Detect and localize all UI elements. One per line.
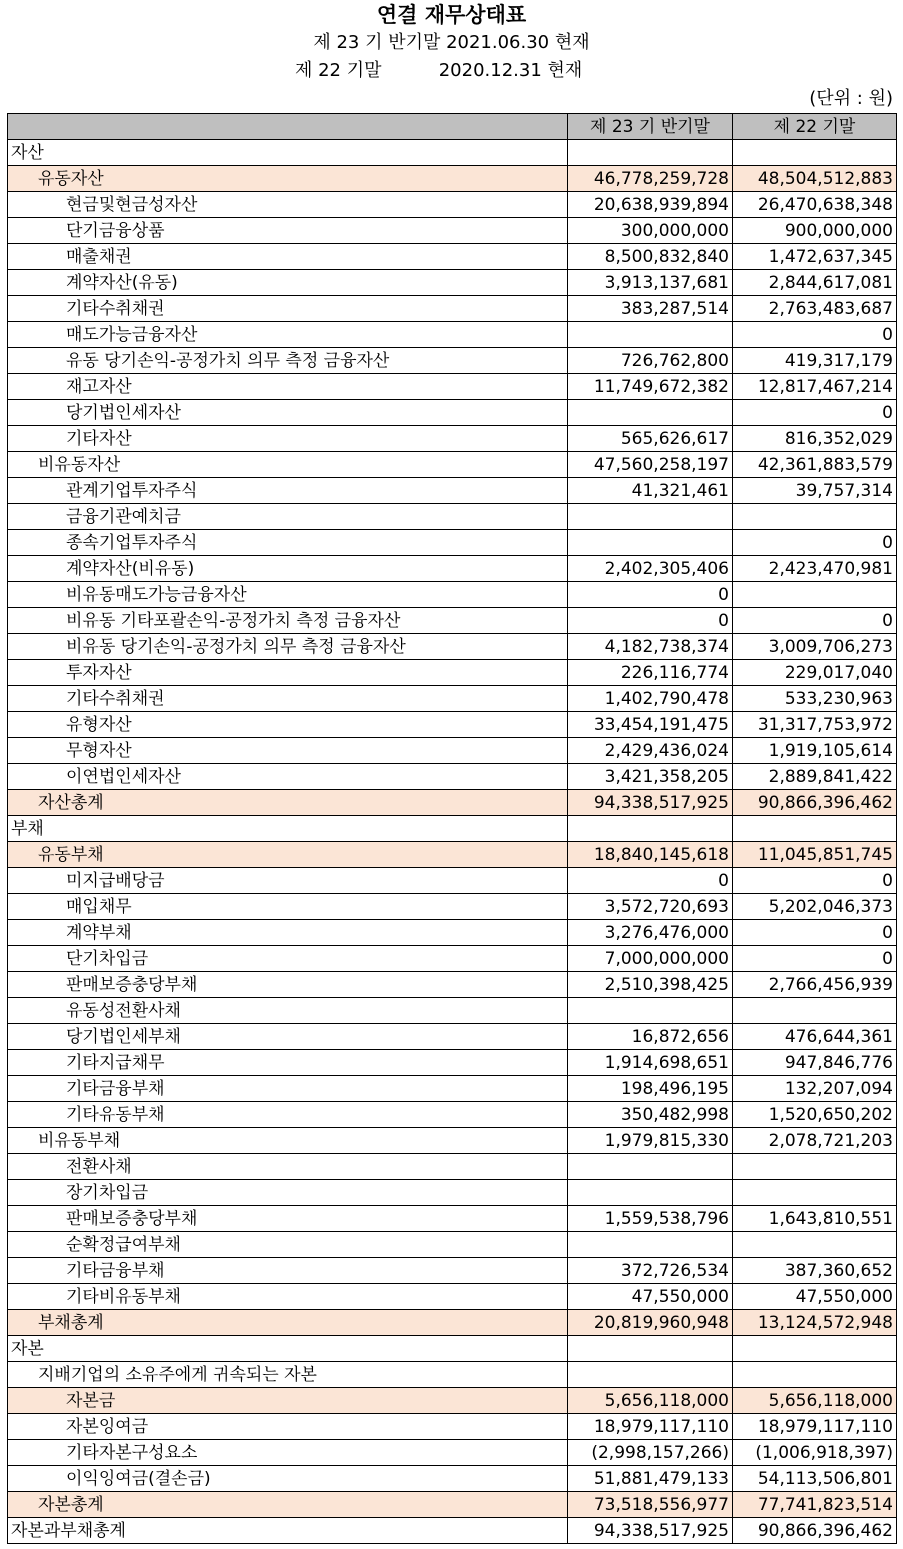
statement-title: 연결 재무상태표 [376, 3, 527, 27]
table-row [8, 608, 897, 634]
account-label: 이연법인세자산 [8, 764, 568, 790]
prior-period-value: 1,919,105,614 [733, 738, 897, 764]
prior-period-value: 0 [733, 322, 897, 348]
prior-period-value: 2,766,456,939 [733, 972, 897, 998]
account-label: 무형자산 [8, 738, 568, 764]
account-label: 기타유동부채 [8, 1102, 568, 1128]
account-label: 유형자산 [8, 712, 568, 738]
current-period-value: 1,402,790,478 [568, 686, 733, 712]
table-row [8, 166, 897, 192]
prior-period-value: 0 [733, 868, 897, 894]
current-period-value: 16,872,656 [568, 1024, 733, 1050]
prior-period-value: 5,656,118,000 [733, 1388, 897, 1414]
table-row [8, 452, 897, 478]
account-label: 종속기업투자주식 [8, 530, 568, 556]
table-row [8, 530, 897, 556]
table-row [8, 972, 897, 998]
account-label: 현금및현금성자산 [8, 192, 568, 218]
current-period-value: 94,338,517,925 [568, 1518, 733, 1544]
prior-period-value: 77,741,823,514 [733, 1492, 897, 1518]
current-period-value [568, 1180, 733, 1206]
table-row [8, 1414, 897, 1440]
account-label: 기타비유동부채 [8, 1284, 568, 1310]
prior-period-value: 3,009,706,273 [733, 634, 897, 660]
current-period-value: 8,500,832,840 [568, 244, 733, 270]
table-row [8, 400, 897, 426]
prior-period-value: 0 [733, 400, 897, 426]
table-row [8, 1206, 897, 1232]
prior-period-value: 229,017,040 [733, 660, 897, 686]
account-label: 당기법인세부채 [8, 1024, 568, 1050]
account-label: 자산 [8, 140, 568, 166]
current-period-value: 94,338,517,925 [568, 790, 733, 816]
account-label: 기타수취채권 [8, 686, 568, 712]
table-row [8, 582, 897, 608]
account-label: 기타자본구성요소 [8, 1440, 568, 1466]
prior-period-value: 26,470,638,348 [733, 192, 897, 218]
table-row [8, 504, 897, 530]
table-row [8, 218, 897, 244]
table-row [8, 894, 897, 920]
table-row [8, 946, 897, 972]
current-period-value [568, 322, 733, 348]
prior-period-value: 47,550,000 [733, 1284, 897, 1310]
prior-period-value: 54,113,506,801 [733, 1466, 897, 1492]
table-row [8, 1492, 897, 1518]
account-label: 장기차입금 [8, 1180, 568, 1206]
current-period-value: 300,000,000 [568, 218, 733, 244]
current-period-value: 0 [568, 582, 733, 608]
current-period-value [568, 400, 733, 426]
table-row [8, 738, 897, 764]
current-period-value: 372,726,534 [568, 1258, 733, 1284]
prior-period-value [733, 1336, 897, 1362]
account-label: 부채 [8, 816, 568, 842]
column-header-row [8, 114, 897, 140]
prior-period-value: 900,000,000 [733, 218, 897, 244]
prior-period-value [733, 1154, 897, 1180]
current-period-value: 1,914,698,651 [568, 1050, 733, 1076]
table-row [8, 1518, 897, 1544]
prior-period-value: (1,006,918,397) [733, 1440, 897, 1466]
current-period-value [568, 530, 733, 556]
table-row [8, 1128, 897, 1154]
prior-period-value: 533,230,963 [733, 686, 897, 712]
current-period-value: 565,626,617 [568, 426, 733, 452]
account-label: 자본금 [8, 1388, 568, 1414]
account-label: 지배기업의 소유주에게 귀속되는 자본 [8, 1362, 568, 1388]
prior-period-value: 39,757,314 [733, 478, 897, 504]
current-period-value: 198,496,195 [568, 1076, 733, 1102]
prior-period-value: 31,317,753,972 [733, 712, 897, 738]
prior-period-value: 0 [733, 530, 897, 556]
account-label: 금융기관예치금 [8, 504, 568, 530]
account-label: 유동 당기손익-공정가치 의무 측정 금융자산 [8, 348, 568, 374]
account-label: 기타자산 [8, 426, 568, 452]
account-label: 기타지급채무 [8, 1050, 568, 1076]
table-row [8, 270, 897, 296]
prior-period-value: 419,317,179 [733, 348, 897, 374]
current-period-value: 3,913,137,681 [568, 270, 733, 296]
account-label: 유동성전환사채 [8, 998, 568, 1024]
column-header-prior: 제 22 기말 [733, 114, 897, 140]
current-period-value: 41,321,461 [568, 478, 733, 504]
account-label: 전환사채 [8, 1154, 568, 1180]
period-prior-line: 제 22 기말 2020.12.31 현재 [295, 60, 583, 81]
current-period-value: 1,979,815,330 [568, 1128, 733, 1154]
table-row [8, 920, 897, 946]
prior-period-value [733, 1362, 897, 1388]
prior-period-value: 48,504,512,883 [733, 166, 897, 192]
prior-period-value: 11,045,851,745 [733, 842, 897, 868]
prior-period-value: 132,207,094 [733, 1076, 897, 1102]
table-row [8, 1440, 897, 1466]
prior-period-value: 2,423,470,981 [733, 556, 897, 582]
current-period-value: 11,749,672,382 [568, 374, 733, 400]
table-row [8, 1024, 897, 1050]
prior-period-value: 1,472,637,345 [733, 244, 897, 270]
current-period-value [568, 504, 733, 530]
account-label: 매입채무 [8, 894, 568, 920]
table-row [8, 868, 897, 894]
table-row [8, 1102, 897, 1128]
current-period-value: 3,421,358,205 [568, 764, 733, 790]
table-row [8, 1310, 897, 1336]
account-label: 자본잉여금 [8, 1414, 568, 1440]
table-row [8, 374, 897, 400]
prior-period-value: 387,360,652 [733, 1258, 897, 1284]
table-row [8, 660, 897, 686]
account-label: 매도가능금융자산 [8, 322, 568, 348]
account-label: 판매보증충당부채 [8, 1206, 568, 1232]
account-label: 판매보증충당부채 [8, 972, 568, 998]
column-header-current: 제 23 기 반기말 [568, 114, 733, 140]
period-current-line: 제 23 기 반기말 2021.06.30 현재 [313, 32, 590, 53]
balance-sheet-table [7, 113, 897, 1544]
current-period-value: 383,287,514 [568, 296, 733, 322]
account-label: 투자자산 [8, 660, 568, 686]
prior-period-value: 42,361,883,579 [733, 452, 897, 478]
account-label: 이익잉여금(결손금) [8, 1466, 568, 1492]
current-period-value: 51,881,479,133 [568, 1466, 733, 1492]
account-label: 유동부채 [8, 842, 568, 868]
table-row [8, 1388, 897, 1414]
current-period-value: 33,454,191,475 [568, 712, 733, 738]
account-label: 기타금융부채 [8, 1258, 568, 1284]
current-period-value [568, 816, 733, 842]
table-row [8, 1258, 897, 1284]
table-row [8, 1336, 897, 1362]
table-row [8, 764, 897, 790]
current-period-value: 350,482,998 [568, 1102, 733, 1128]
current-period-value [568, 1232, 733, 1258]
prior-period-value: 12,817,467,214 [733, 374, 897, 400]
current-period-value [568, 998, 733, 1024]
current-period-value: 46,778,259,728 [568, 166, 733, 192]
current-period-value: 7,000,000,000 [568, 946, 733, 972]
table-row [8, 244, 897, 270]
account-label: 비유동매도가능금융자산 [8, 582, 568, 608]
current-period-value: 2,402,305,406 [568, 556, 733, 582]
prior-period-value: 947,846,776 [733, 1050, 897, 1076]
account-label: 미지급배당금 [8, 868, 568, 894]
prior-period-value: 2,844,617,081 [733, 270, 897, 296]
table-row [8, 1466, 897, 1492]
prior-period-value: 13,124,572,948 [733, 1310, 897, 1336]
account-label: 계약자산(유동) [8, 270, 568, 296]
account-label: 계약자산(비유동) [8, 556, 568, 582]
table-row [8, 634, 897, 660]
prior-period-value: 476,644,361 [733, 1024, 897, 1050]
table-row [8, 998, 897, 1024]
table-row [8, 478, 897, 504]
account-label: 계약부채 [8, 920, 568, 946]
account-label: 매출채권 [8, 244, 568, 270]
unit-label: (단위 : 원) [809, 88, 893, 109]
prior-period-value: 816,352,029 [733, 426, 897, 452]
current-period-value: 4,182,738,374 [568, 634, 733, 660]
statement-header [0, 0, 903, 112]
table-row [8, 426, 897, 452]
current-period-value [568, 1336, 733, 1362]
prior-period-value: 2,078,721,203 [733, 1128, 897, 1154]
table-row [8, 556, 897, 582]
table-row [8, 686, 897, 712]
table-row [8, 322, 897, 348]
account-label: 당기법인세자산 [8, 400, 568, 426]
table-row [8, 1362, 897, 1388]
current-period-value [568, 140, 733, 166]
current-period-value: 5,656,118,000 [568, 1388, 733, 1414]
account-label: 비유동자산 [8, 452, 568, 478]
current-period-value [568, 1154, 733, 1180]
account-label: 단기금융상품 [8, 218, 568, 244]
table-row [8, 1284, 897, 1310]
table-row [8, 1232, 897, 1258]
current-period-value: 3,276,476,000 [568, 920, 733, 946]
account-label: 단기차입금 [8, 946, 568, 972]
current-period-value: 226,116,774 [568, 660, 733, 686]
current-period-value: (2,998,157,266) [568, 1440, 733, 1466]
prior-period-value: 18,979,117,110 [733, 1414, 897, 1440]
prior-period-value [733, 504, 897, 530]
current-period-value: 1,559,538,796 [568, 1206, 733, 1232]
account-label: 순확정급여부채 [8, 1232, 568, 1258]
current-period-value: 18,979,117,110 [568, 1414, 733, 1440]
prior-period-value [733, 816, 897, 842]
prior-period-value: 0 [733, 920, 897, 946]
table-row [8, 842, 897, 868]
current-period-value: 20,638,939,894 [568, 192, 733, 218]
account-label: 부채총계 [8, 1310, 568, 1336]
prior-period-value [733, 1180, 897, 1206]
account-label: 기타수취채권 [8, 296, 568, 322]
prior-period-value [733, 582, 897, 608]
table-row [8, 296, 897, 322]
table-row [8, 192, 897, 218]
prior-period-value: 2,889,841,422 [733, 764, 897, 790]
table-row [8, 348, 897, 374]
table-row [8, 790, 897, 816]
account-label: 자본과부채총계 [8, 1518, 568, 1544]
current-period-value: 20,819,960,948 [568, 1310, 733, 1336]
current-period-value: 0 [568, 608, 733, 634]
prior-period-value: 1,520,650,202 [733, 1102, 897, 1128]
current-period-value: 0 [568, 868, 733, 894]
current-period-value: 3,572,720,693 [568, 894, 733, 920]
current-period-value: 2,429,436,024 [568, 738, 733, 764]
table-row [8, 712, 897, 738]
account-label: 기타금융부채 [8, 1076, 568, 1102]
table-row [8, 816, 897, 842]
current-period-value: 18,840,145,618 [568, 842, 733, 868]
account-label: 유동자산 [8, 166, 568, 192]
table-row [8, 1180, 897, 1206]
current-period-value: 47,550,000 [568, 1284, 733, 1310]
account-label: 재고자산 [8, 374, 568, 400]
current-period-value: 73,518,556,977 [568, 1492, 733, 1518]
prior-period-value: 90,866,396,462 [733, 790, 897, 816]
prior-period-value [733, 140, 897, 166]
table-row [8, 1050, 897, 1076]
prior-period-value: 90,866,396,462 [733, 1518, 897, 1544]
account-label: 자본 [8, 1336, 568, 1362]
account-label: 비유동 기타포괄손익-공정가치 측정 금융자산 [8, 608, 568, 634]
prior-period-value [733, 998, 897, 1024]
account-label: 비유동부채 [8, 1128, 568, 1154]
current-period-value: 726,762,800 [568, 348, 733, 374]
prior-period-value: 0 [733, 946, 897, 972]
account-label: 비유동 당기손익-공정가치 의무 측정 금융자산 [8, 634, 568, 660]
current-period-value: 47,560,258,197 [568, 452, 733, 478]
prior-period-value: 2,763,483,687 [733, 296, 897, 322]
account-label: 관계기업투자주식 [8, 478, 568, 504]
prior-period-value: 1,643,810,551 [733, 1206, 897, 1232]
current-period-value [568, 1362, 733, 1388]
table-row [8, 140, 897, 166]
prior-period-value: 0 [733, 608, 897, 634]
column-header-account [8, 114, 568, 140]
table-row [8, 1076, 897, 1102]
prior-period-value: 5,202,046,373 [733, 894, 897, 920]
current-period-value: 2,510,398,425 [568, 972, 733, 998]
account-label: 자산총계 [8, 790, 568, 816]
table-row [8, 1154, 897, 1180]
prior-period-value [733, 1232, 897, 1258]
account-label: 자본총계 [8, 1492, 568, 1518]
